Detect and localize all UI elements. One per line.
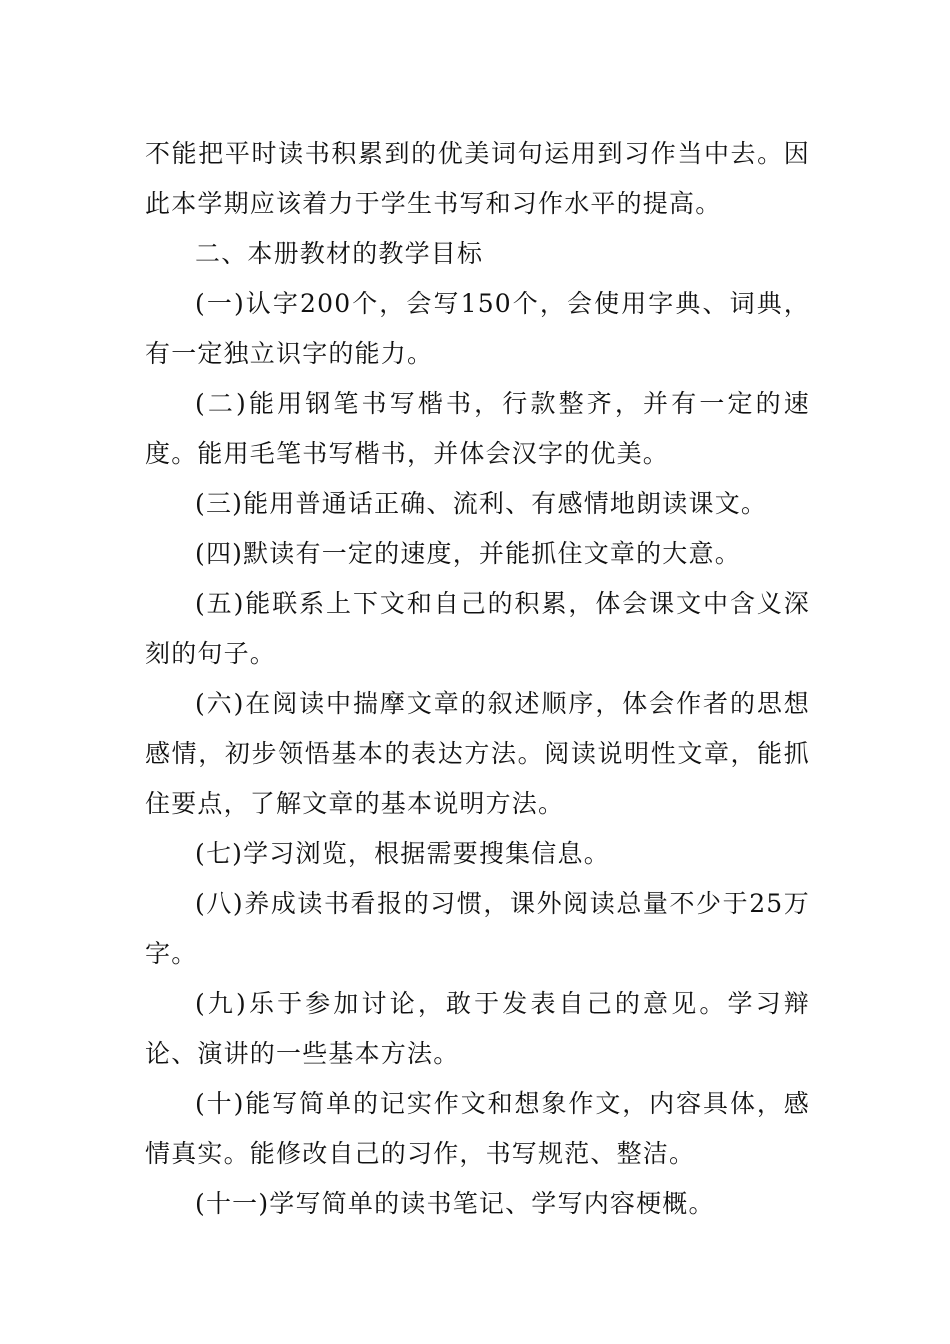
goal-item-2: (二)能用钢笔书写楷书，行款整齐，并有一定的速度。能用毛笔书写楷书，并体会汉字的优美。 <box>145 389 810 468</box>
document-body <box>145 129 810 1229</box>
goal-item-5: (五)能联系上下文和自己的积累，体会课文中含义深刻的句子。 <box>145 589 810 668</box>
goal-item-10: (十)能写简单的记实作文和想象作文，内容具体，感情真实。能修改自己的习作，书写规范、整洁。 <box>145 1089 810 1168</box>
goal-item-3: (三)能用普通话正确、流利、有感情地朗读课文。 <box>195 489 768 518</box>
goal-item-6: (六)在阅读中揣摩文章的叙述顺序，体会作者的思想感情，初步领悟基本的表达方法。阅读说明性文章，能抓住要点，了解文章的基本说明方法。 <box>145 689 810 818</box>
goal-item-7: (七)学习浏览，根据需要搜集信息。 <box>195 839 610 868</box>
continuation-paragraph: 不能把平时读书积累到的优美词句运用到习作当中去。因此本学期应该着力于学生书写和习作水平的提高。 <box>145 139 810 218</box>
goal-item-8: (八)养成读书看报的习惯，课外阅读总量不少于25万字。 <box>145 889 810 968</box>
section-heading: 二、本册教材的教学目标 <box>195 239 484 268</box>
goal-item-9: (九)乐于参加讨论，敢于发表自己的意见。学习辩论、演讲的一些基本方法。 <box>145 989 810 1068</box>
goal-item-11: (十一)学写简单的读书笔记、学写内容梗概。 <box>195 1189 715 1218</box>
goal-item-1: (一)认字200个，会写150个，会使用字典、词典，有一定独立识字的能力。 <box>145 289 810 368</box>
goal-item-4: (四)默读有一定的速度，并能抓住文章的大意。 <box>195 539 741 568</box>
